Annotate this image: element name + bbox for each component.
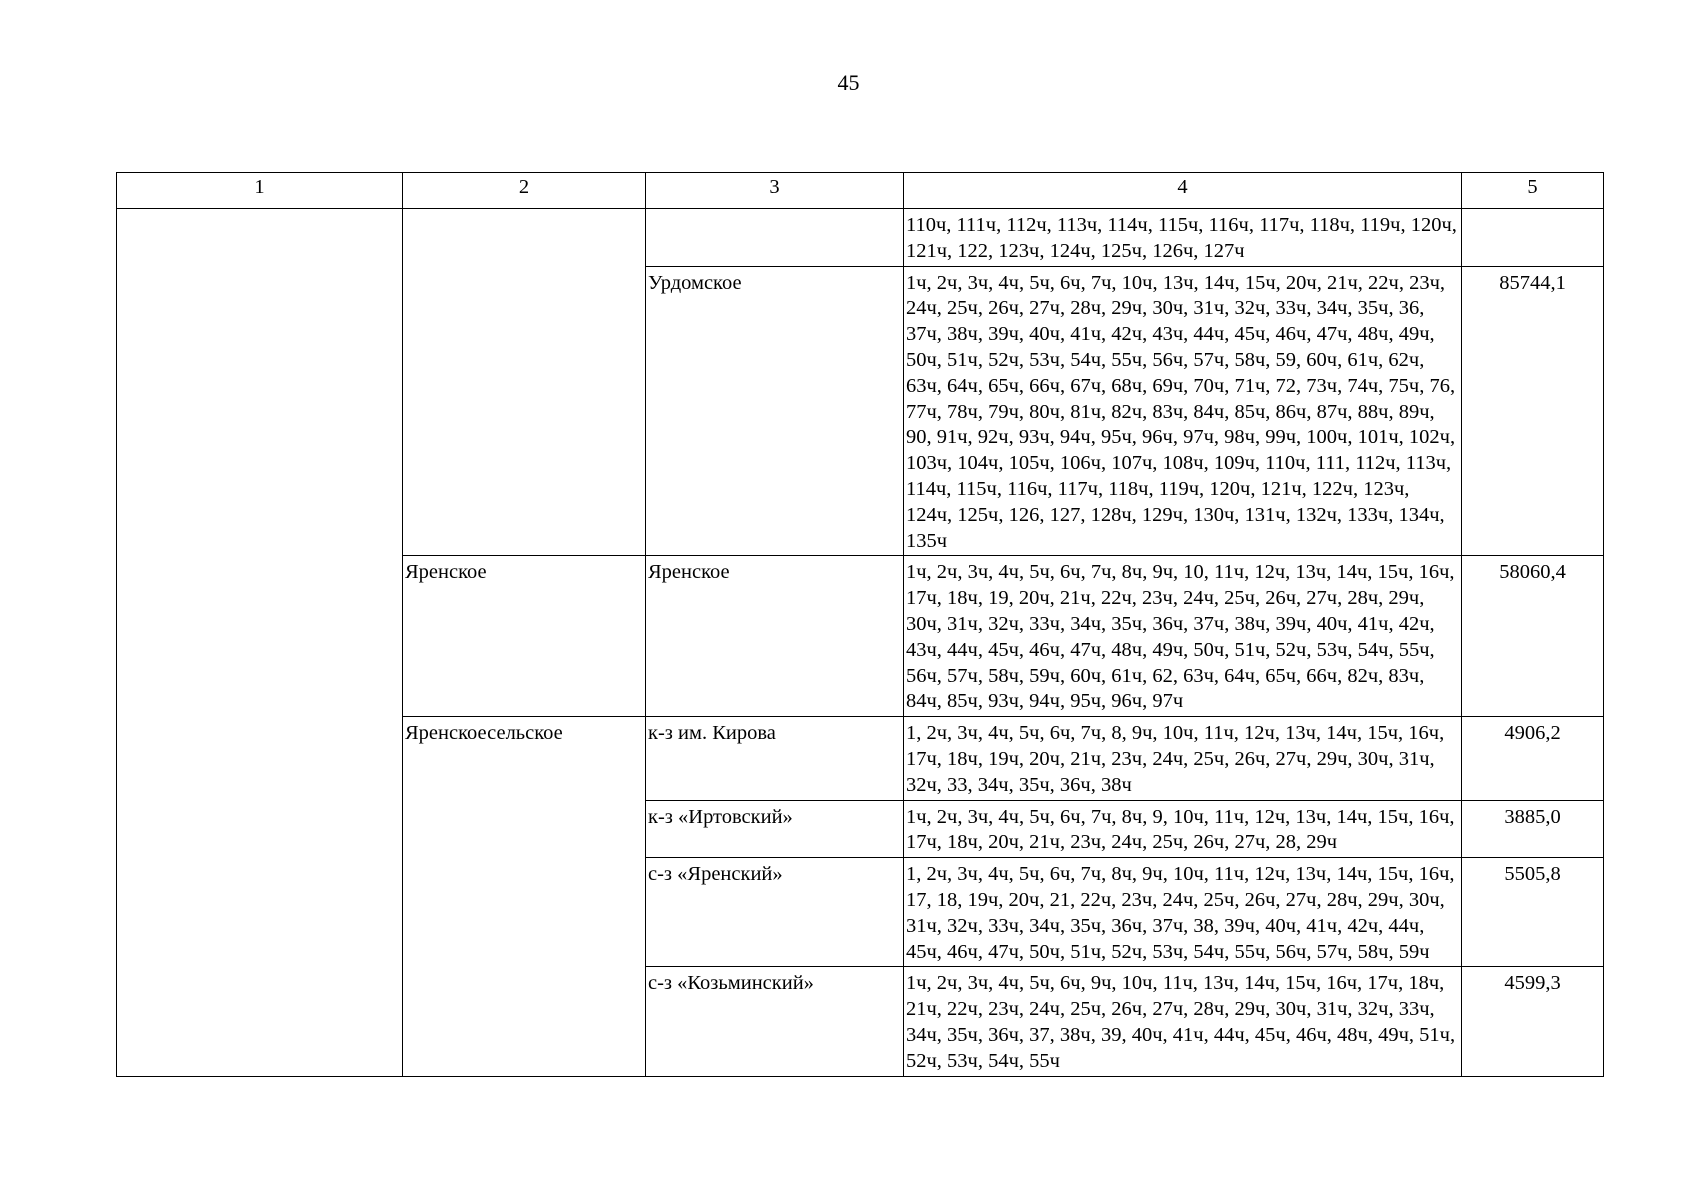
data-table xyxy=(116,172,1604,1077)
header-cell-3: 3 xyxy=(646,173,904,209)
area-cell: 58060,4 xyxy=(1462,556,1604,717)
area-cell: 3885,0 xyxy=(1462,800,1604,858)
area-cell: 4599,3 xyxy=(1462,967,1604,1076)
quarters-cell: 1ч, 2ч, 3ч, 4ч, 5ч, 6ч, 7ч, 10ч, 13ч, 14ч, 15ч, 20ч, 21ч, 22ч, 23ч, 24ч, 25ч, 26ч, 27ч, 28ч, 29ч, 30ч, 31ч, 32ч, 33ч, 34ч, 35ч, 36, 37ч, 38ч, 39ч, 40ч, 41ч, 42ч, 43ч, 44ч, 45ч, 46ч, 47ч, 48ч, 49ч, 50ч, 51ч, 52ч, 53ч, 54ч, 55ч, 56ч, 57ч, 58ч, 59, 60ч, 61ч, 62ч, 63ч, 64ч, 65ч, 66ч, 67ч, 68ч, 69ч, 70ч, 71ч, 72, 73ч, 74ч, 75ч, 76, 77ч, 78ч, 79ч, 80ч, 81ч, 82ч, 83ч, 84ч, 85ч, 86ч, 87ч, 88ч, 89ч, 90, 91ч, 92ч, 93ч, 94ч, 95ч, 96ч, 97ч, 98ч, 99ч, 100ч, 101ч, 102ч, 103ч, 104ч, 105ч, 106ч, 107ч, 108ч, 109ч, 110ч, 111, 112ч, 113ч, 114ч, 115ч, 116ч, 117ч, 118ч, 119ч, 120ч, 121ч, 122ч, 123ч, 124ч, 125ч, 126, 127, 128ч, 129ч, 130ч, 131ч, 132ч, 133ч, 134ч, 135ч xyxy=(904,266,1462,556)
header-cell-5: 5 xyxy=(1462,173,1604,209)
forestry-cell: к-з «Иртовский» xyxy=(646,800,904,858)
municipality-cell: Яренское xyxy=(403,556,646,717)
header-cell-4: 4 xyxy=(904,173,1462,209)
forestry-cell: с-з «Яренский» xyxy=(646,858,904,967)
header-cell-1: 1 xyxy=(117,173,403,209)
municipality-cell xyxy=(403,209,646,556)
area-cell: 4906,2 xyxy=(1462,717,1604,800)
region-cell xyxy=(117,209,403,1077)
area-cell: 5505,8 xyxy=(1462,858,1604,967)
quarters-cell: 1ч, 2ч, 3ч, 4ч, 5ч, 6ч, 7ч, 8ч, 9, 10ч, 11ч, 12ч, 13ч, 14ч, 15ч, 16ч, 17ч, 18ч, 20ч, 21ч, 23ч, 24ч, 25ч, 26ч, 27ч, 28, 29ч xyxy=(904,800,1462,858)
municipality-cell: Яренскоесельское xyxy=(403,717,646,1076)
table-header-row xyxy=(117,173,1604,209)
forestry-cell: Урдомское xyxy=(646,266,904,556)
forestry-cell: с-з «Козьминский» xyxy=(646,967,904,1076)
forestry-cell: Яренское xyxy=(646,556,904,717)
quarters-cell: 1, 2ч, 3ч, 4ч, 5ч, 6ч, 7ч, 8ч, 9ч, 10ч, 11ч, 12ч, 13ч, 14ч, 15ч, 16ч, 17, 18, 19ч, 20ч, 21, 22ч, 23ч, 24ч, 25ч, 26ч, 27ч, 28ч, 29ч, 30ч, 31ч, 32ч, 33ч, 34ч, 35ч, 36ч, 37ч, 38, 39ч, 40ч, 41ч, 42ч, 44ч, 45ч, 46ч, 47ч, 50ч, 51ч, 52ч, 53ч, 54ч, 55ч, 56ч, 57ч, 58ч, 59ч xyxy=(904,858,1462,967)
page-number: 45 xyxy=(837,70,860,95)
table-row xyxy=(117,209,1604,267)
header-cell-2: 2 xyxy=(403,173,646,209)
forestry-cell: к-з им. Кирова xyxy=(646,717,904,800)
quarters-cell: 1ч, 2ч, 3ч, 4ч, 5ч, 6ч, 7ч, 8ч, 9ч, 10, 11ч, 12ч, 13ч, 14ч, 15ч, 16ч, 17ч, 18ч, 19, 20ч, 21ч, 22ч, 23ч, 24ч, 25ч, 26ч, 27ч, 28ч, 29ч, 30ч, 31ч, 32ч, 33ч, 34ч, 35ч, 36ч, 37ч, 38ч, 39ч, 40ч, 41ч, 42ч, 43ч, 44ч, 45ч, 46ч, 47ч, 48ч, 49ч, 50ч, 51ч, 52ч, 53ч, 54ч, 55ч, 56ч, 57ч, 58ч, 59ч, 60ч, 61ч, 62, 63ч, 64ч, 65ч, 66ч, 82ч, 83ч, 84ч, 85ч, 93ч, 94ч, 95ч, 96ч, 97ч xyxy=(904,556,1462,717)
area-cell xyxy=(1462,209,1604,267)
forestry-cell xyxy=(646,209,904,267)
area-cell: 85744,1 xyxy=(1462,266,1604,556)
quarters-cell: 110ч, 111ч, 112ч, 113ч, 114ч, 115ч, 116ч, 117ч, 118ч, 119ч, 120ч, 121ч, 122, 123ч, 124ч, 125ч, 126ч, 127ч xyxy=(904,209,1462,267)
quarters-cell: 1, 2ч, 3ч, 4ч, 5ч, 6ч, 7ч, 8, 9ч, 10ч, 11ч, 12ч, 13ч, 14ч, 15ч, 16ч, 17ч, 18ч, 19ч, 20ч, 21ч, 23ч, 24ч, 25ч, 26ч, 27ч, 29ч, 30ч, 31ч, 32ч, 33, 34ч, 35ч, 36ч, 38ч xyxy=(904,717,1462,800)
quarters-cell: 1ч, 2ч, 3ч, 4ч, 5ч, 6ч, 9ч, 10ч, 11ч, 13ч, 14ч, 15ч, 16ч, 17ч, 18ч, 21ч, 22ч, 23ч, 24ч, 25ч, 26ч, 27ч, 28ч, 29ч, 30ч, 31ч, 32ч, 33ч, 34ч, 35ч, 36ч, 37, 38ч, 39, 40ч, 41ч, 44ч, 45ч, 46ч, 48ч, 49ч, 51ч, 52ч, 53ч, 54ч, 55ч xyxy=(904,967,1462,1076)
